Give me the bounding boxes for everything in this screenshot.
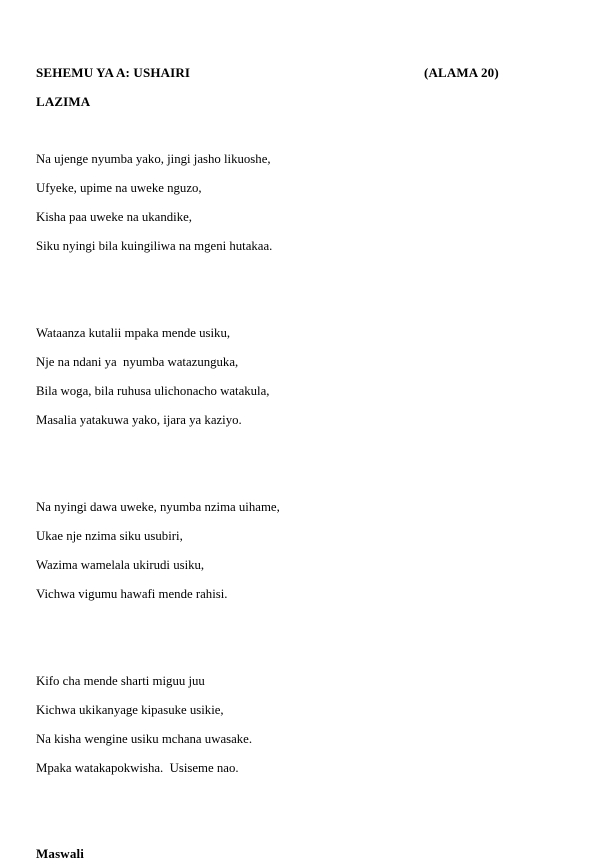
poem-line: Kisha paa uweke na ukandike, [36, 210, 192, 224]
stanza-spacer [36, 435, 576, 464]
poem-stanza-1 [36, 145, 576, 261]
poem-line: Ukae nje nzima siku usubiri, [36, 529, 183, 543]
poem-line: Ufyeke, upime na uweke nguzo, [36, 181, 202, 195]
stanza-spacer [36, 464, 576, 493]
section-header-title: SEHEMU YA A: USHAIRI [36, 65, 191, 80]
poem-stanza-2 [36, 319, 576, 435]
poem-line: Vichwa vigumu hawafi mende rahisi. [36, 587, 228, 601]
poem-line: Bila woga, bila ruhusa ulichonacho watakula, [36, 384, 270, 398]
poem-line: Mpaka watakapokwisha. Usiseme nao. [36, 761, 239, 775]
document-content [36, 58, 576, 868]
stanza-spacer [36, 290, 576, 319]
poem-line: Kichwa ukikanyage kipasuke usikie, [36, 703, 224, 717]
poem-line: Na nyingi dawa uweke, nyumba nzima uihame, [36, 500, 280, 514]
poem-line: Wataanza kutalii mpaka mende usiku, [36, 326, 231, 340]
stanza-spacer [36, 261, 576, 290]
stanza-spacer [36, 638, 576, 667]
spacer-after-instruction [36, 116, 576, 145]
poem-line: Siku nyingi bila kuingiliwa na mgeni hutakaa. [36, 239, 273, 253]
poem-line: Kifo cha mende sharti miguu juu [36, 674, 205, 688]
instruction-label: LAZIMA [36, 94, 91, 109]
poem-line: Na ujenge nyumba yako, jingi jasho likuoshe, [36, 152, 271, 166]
section-header [36, 58, 576, 87]
spacer-before-questions [36, 783, 576, 839]
poem-line: Masalia yatakuwa yako, ijara ya kaziyo. [36, 413, 242, 427]
stanza-spacer [36, 609, 576, 638]
poem-line: Na kisha wengine usiku mchana uwasake. [36, 732, 253, 746]
poem-stanza-4 [36, 667, 576, 783]
poem-stanza-3 [36, 493, 576, 609]
section-header-marks: (ALAMA 20) [424, 65, 499, 80]
poem-line: Nje na ndani ya nyumba watazunguka, [36, 355, 239, 369]
poem-line: Wazima wamelala ukirudi usiku, [36, 558, 205, 572]
questions-label: Maswali [36, 846, 84, 861]
